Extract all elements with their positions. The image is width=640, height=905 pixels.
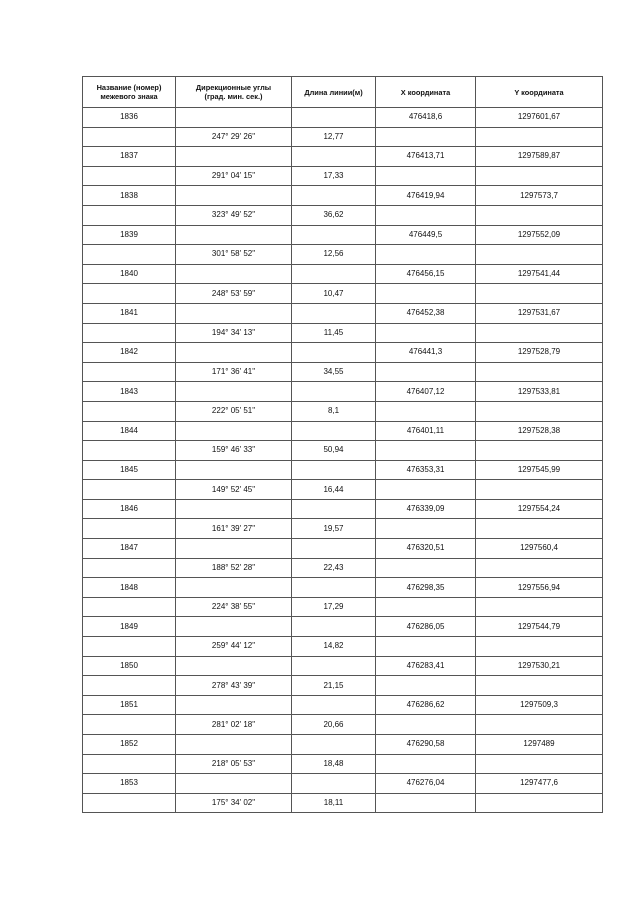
line-length-cell	[292, 735, 376, 755]
table-row	[83, 499, 603, 519]
marker-name-cell	[83, 127, 176, 147]
y-coordinate-cell: 1297560,4	[476, 539, 603, 559]
marker-name-cell: 1842	[83, 343, 176, 363]
marker-name-cell	[83, 519, 176, 539]
table-row	[83, 264, 603, 284]
x-coordinate-cell	[376, 558, 476, 578]
table-row	[83, 754, 603, 774]
bearing-cell: 194° 34' 13"	[176, 323, 292, 343]
table-row	[83, 205, 603, 225]
line-length-cell: 18,48	[292, 754, 376, 774]
line-length-cell: 8,1	[292, 401, 376, 421]
x-coordinate-cell: 476276,04	[376, 774, 476, 794]
table-header	[83, 77, 603, 108]
boundary-coordinates-table	[82, 76, 603, 813]
marker-name-cell: 1846	[83, 499, 176, 519]
y-coordinate-cell: 1297528,38	[476, 421, 603, 441]
marker-name-cell	[83, 480, 176, 500]
bearing-cell	[176, 774, 292, 794]
x-coordinate-cell: 476339,09	[376, 499, 476, 519]
marker-name-cell: 1852	[83, 735, 176, 755]
x-coordinate-cell	[376, 793, 476, 813]
x-coordinate-cell	[376, 323, 476, 343]
header-text-line: Дирекционные углы	[195, 83, 272, 92]
x-coordinate-cell: 476283,41	[376, 656, 476, 676]
x-coordinate-cell	[376, 245, 476, 265]
header-x-coordinate	[376, 77, 476, 108]
x-coordinate-cell	[376, 284, 476, 304]
x-coordinate-cell	[376, 597, 476, 617]
line-length-cell: 22,43	[292, 558, 376, 578]
y-coordinate-cell: 1297533,81	[476, 382, 603, 402]
x-coordinate-cell: 476407,12	[376, 382, 476, 402]
y-coordinate-cell	[476, 519, 603, 539]
x-coordinate-cell: 476290,58	[376, 735, 476, 755]
table-row	[83, 735, 603, 755]
line-length-cell: 17,29	[292, 597, 376, 617]
bearing-cell	[176, 421, 292, 441]
y-coordinate-cell	[476, 637, 603, 657]
y-coordinate-cell	[476, 245, 603, 265]
table-row	[83, 460, 603, 480]
x-coordinate-cell	[376, 676, 476, 696]
marker-name-cell	[83, 676, 176, 696]
y-coordinate-cell: 1297489	[476, 735, 603, 755]
table-row	[83, 676, 603, 696]
table-row	[83, 382, 603, 402]
marker-name-cell	[83, 754, 176, 774]
header-text-line: X координата	[400, 87, 451, 97]
marker-name-cell: 1837	[83, 147, 176, 167]
table-row	[83, 578, 603, 598]
y-coordinate-cell	[476, 362, 603, 382]
bearing-cell: 222° 05' 51"	[176, 401, 292, 421]
table-row	[83, 284, 603, 304]
line-length-cell: 34,55	[292, 362, 376, 382]
table-row	[83, 323, 603, 343]
line-length-cell: 11,45	[292, 323, 376, 343]
bearing-cell: 188° 52' 28"	[176, 558, 292, 578]
bearing-cell	[176, 499, 292, 519]
bearing-cell	[176, 303, 292, 323]
line-length-cell: 14,82	[292, 637, 376, 657]
header-row	[83, 77, 603, 108]
table-row	[83, 637, 603, 657]
y-coordinate-cell: 1297554,24	[476, 499, 603, 519]
y-coordinate-cell: 1297544,79	[476, 617, 603, 637]
header-text-line: Y координата	[514, 87, 564, 97]
marker-name-cell: 1836	[83, 108, 176, 128]
bearing-cell	[176, 578, 292, 598]
line-length-cell	[292, 225, 376, 245]
y-coordinate-cell: 1297509,3	[476, 695, 603, 715]
line-length-cell	[292, 499, 376, 519]
x-coordinate-cell: 476353,31	[376, 460, 476, 480]
marker-name-cell	[83, 245, 176, 265]
bearing-cell	[176, 656, 292, 676]
table-row	[83, 225, 603, 245]
x-coordinate-cell: 476452,38	[376, 303, 476, 323]
bearing-cell: 281° 02' 18"	[176, 715, 292, 735]
table-row	[83, 108, 603, 128]
table-row	[83, 245, 603, 265]
bearing-cell	[176, 343, 292, 363]
y-coordinate-cell	[476, 205, 603, 225]
bearing-cell	[176, 225, 292, 245]
x-coordinate-cell: 476286,62	[376, 695, 476, 715]
line-length-cell: 18,11	[292, 793, 376, 813]
line-length-cell: 50,94	[292, 441, 376, 461]
table-row	[83, 343, 603, 363]
bearing-cell	[176, 382, 292, 402]
line-length-cell	[292, 539, 376, 559]
bearing-cell	[176, 695, 292, 715]
y-coordinate-cell	[476, 284, 603, 304]
table-row	[83, 480, 603, 500]
x-coordinate-cell: 476441,3	[376, 343, 476, 363]
bearing-cell: 171° 36' 41"	[176, 362, 292, 382]
bearing-cell	[176, 147, 292, 167]
bearing-cell: 159° 46' 33"	[176, 441, 292, 461]
y-coordinate-cell: 1297556,94	[476, 578, 603, 598]
line-length-cell	[292, 264, 376, 284]
y-coordinate-cell	[476, 715, 603, 735]
x-coordinate-cell: 476449,5	[376, 225, 476, 245]
x-coordinate-cell	[376, 441, 476, 461]
header-y-coordinate	[476, 77, 603, 108]
table-row	[83, 127, 603, 147]
y-coordinate-cell	[476, 127, 603, 147]
line-length-cell	[292, 421, 376, 441]
marker-name-cell: 1841	[83, 303, 176, 323]
marker-name-cell: 1845	[83, 460, 176, 480]
marker-name-cell	[83, 362, 176, 382]
x-coordinate-cell: 476413,71	[376, 147, 476, 167]
x-coordinate-cell	[376, 205, 476, 225]
line-length-cell	[292, 343, 376, 363]
table-row	[83, 617, 603, 637]
bearing-cell: 301° 58' 52"	[176, 245, 292, 265]
line-length-cell: 12,77	[292, 127, 376, 147]
line-length-cell	[292, 656, 376, 676]
table-row	[83, 656, 603, 676]
y-coordinate-cell: 1297531,67	[476, 303, 603, 323]
marker-name-cell	[83, 558, 176, 578]
line-length-cell	[292, 147, 376, 167]
bearing-cell	[176, 108, 292, 128]
y-coordinate-cell	[476, 558, 603, 578]
header-text-line: межевого знака	[100, 92, 158, 101]
marker-name-cell	[83, 401, 176, 421]
x-coordinate-cell	[376, 401, 476, 421]
bearing-cell: 259° 44' 12"	[176, 637, 292, 657]
line-length-cell	[292, 186, 376, 206]
line-length-cell	[292, 382, 376, 402]
y-coordinate-cell: 1297589,87	[476, 147, 603, 167]
marker-name-cell	[83, 205, 176, 225]
bearing-cell: 224° 38' 55"	[176, 597, 292, 617]
line-length-cell: 19,57	[292, 519, 376, 539]
table-row	[83, 362, 603, 382]
x-coordinate-cell	[376, 362, 476, 382]
table-row	[83, 715, 603, 735]
table-row	[83, 401, 603, 421]
y-coordinate-cell	[476, 676, 603, 696]
x-coordinate-cell: 476298,35	[376, 578, 476, 598]
line-length-cell	[292, 695, 376, 715]
x-coordinate-cell: 476418,6	[376, 108, 476, 128]
y-coordinate-cell: 1297545,99	[476, 460, 603, 480]
marker-name-cell	[83, 793, 176, 813]
line-length-cell	[292, 303, 376, 323]
marker-name-cell: 1849	[83, 617, 176, 637]
table-row	[83, 539, 603, 559]
x-coordinate-cell	[376, 715, 476, 735]
bearing-cell: 248° 53' 59"	[176, 284, 292, 304]
table-row	[83, 793, 603, 813]
bearing-cell	[176, 539, 292, 559]
y-coordinate-cell: 1297528,79	[476, 343, 603, 363]
marker-name-cell	[83, 715, 176, 735]
table-row	[83, 774, 603, 794]
line-length-cell: 21,15	[292, 676, 376, 696]
line-length-cell: 16,44	[292, 480, 376, 500]
bearing-cell: 278° 43' 39"	[176, 676, 292, 696]
line-length-cell	[292, 617, 376, 637]
bearing-cell: 323° 49' 52"	[176, 205, 292, 225]
line-length-cell: 12,56	[292, 245, 376, 265]
y-coordinate-cell	[476, 597, 603, 617]
marker-name-cell: 1843	[83, 382, 176, 402]
bearing-cell	[176, 264, 292, 284]
marker-name-cell: 1850	[83, 656, 176, 676]
x-coordinate-cell	[376, 127, 476, 147]
marker-name-cell: 1847	[83, 539, 176, 559]
x-coordinate-cell	[376, 637, 476, 657]
y-coordinate-cell: 1297601,67	[476, 108, 603, 128]
bearing-cell	[176, 460, 292, 480]
x-coordinate-cell: 476401,11	[376, 421, 476, 441]
line-length-cell	[292, 460, 376, 480]
line-length-cell	[292, 774, 376, 794]
bearing-cell	[176, 735, 292, 755]
table-row	[83, 166, 603, 186]
marker-name-cell: 1851	[83, 695, 176, 715]
y-coordinate-cell: 1297552,09	[476, 225, 603, 245]
marker-name-cell	[83, 284, 176, 304]
y-coordinate-cell	[476, 166, 603, 186]
x-coordinate-cell: 476286,05	[376, 617, 476, 637]
header-text-line: Название (номер)	[96, 83, 162, 92]
table-row	[83, 147, 603, 167]
marker-name-cell: 1839	[83, 225, 176, 245]
x-coordinate-cell	[376, 754, 476, 774]
table-row	[83, 303, 603, 323]
bearing-cell	[176, 617, 292, 637]
bearing-cell	[176, 186, 292, 206]
y-coordinate-cell	[476, 480, 603, 500]
marker-name-cell: 1853	[83, 774, 176, 794]
table-row	[83, 695, 603, 715]
marker-name-cell	[83, 441, 176, 461]
table-row	[83, 421, 603, 441]
x-coordinate-cell: 476456,15	[376, 264, 476, 284]
y-coordinate-cell	[476, 323, 603, 343]
x-coordinate-cell	[376, 480, 476, 500]
table-row	[83, 186, 603, 206]
header-line-length	[292, 77, 376, 108]
bearing-cell: 161° 39' 27"	[176, 519, 292, 539]
marker-name-cell	[83, 166, 176, 186]
table-row	[83, 519, 603, 539]
bearing-cell: 175° 34' 02"	[176, 793, 292, 813]
header-marker-name	[83, 77, 176, 108]
header-text-line: (град. мин. сек.)	[204, 92, 263, 101]
marker-name-cell: 1844	[83, 421, 176, 441]
line-length-cell: 36,62	[292, 205, 376, 225]
y-coordinate-cell	[476, 401, 603, 421]
marker-name-cell	[83, 597, 176, 617]
table-row	[83, 597, 603, 617]
line-length-cell	[292, 108, 376, 128]
line-length-cell: 20,66	[292, 715, 376, 735]
y-coordinate-cell	[476, 793, 603, 813]
bearing-cell: 291° 04' 15"	[176, 166, 292, 186]
line-length-cell: 10,47	[292, 284, 376, 304]
bearing-cell: 247° 29' 26"	[176, 127, 292, 147]
marker-name-cell: 1838	[83, 186, 176, 206]
x-coordinate-cell: 476419,94	[376, 186, 476, 206]
marker-name-cell: 1848	[83, 578, 176, 598]
y-coordinate-cell: 1297477,6	[476, 774, 603, 794]
header-bearing	[176, 77, 292, 108]
y-coordinate-cell: 1297541,44	[476, 264, 603, 284]
table-row	[83, 441, 603, 461]
y-coordinate-cell: 1297573,7	[476, 186, 603, 206]
y-coordinate-cell	[476, 441, 603, 461]
x-coordinate-cell: 476320,51	[376, 539, 476, 559]
y-coordinate-cell: 1297530,21	[476, 656, 603, 676]
marker-name-cell	[83, 637, 176, 657]
x-coordinate-cell	[376, 166, 476, 186]
bearing-cell: 218° 05' 53"	[176, 754, 292, 774]
marker-name-cell	[83, 323, 176, 343]
header-text-line: Длина линии(м)	[304, 87, 363, 97]
line-length-cell: 17,33	[292, 166, 376, 186]
table-row	[83, 558, 603, 578]
table-body	[83, 108, 603, 813]
line-length-cell	[292, 578, 376, 598]
x-coordinate-cell	[376, 519, 476, 539]
marker-name-cell: 1840	[83, 264, 176, 284]
bearing-cell: 149° 52' 45"	[176, 480, 292, 500]
y-coordinate-cell	[476, 754, 603, 774]
